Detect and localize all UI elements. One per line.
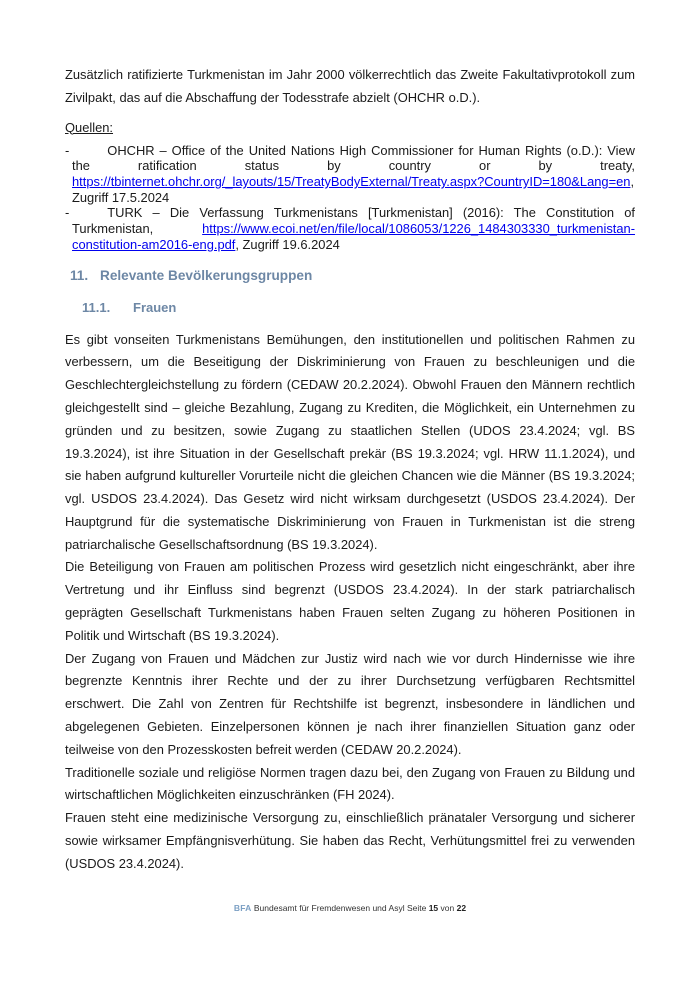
body-paragraph: Traditionelle soziale und religiöse Normen tragen dazu bei, den Zugang von Frauen zu Bildung und wirtschaftlichen Möglichkeiten einzuschränken (FH 2024). [65, 764, 635, 803]
subsection-title: Frauen [133, 299, 177, 315]
footer-page-number: 15 [428, 903, 439, 913]
body-paragraph: Der Zugang von Frauen und Mädchen zur Justiz wird nach wie vor durch Hindernisse wie ihre begrenzte Kenntnis ihrer Rechte und der zu ihrer Durchsetzung verfügbaren Rechtsmittel erschwert. Die Zahl von Zentren für Rechtshilfe ist begrenzt, insbesondere in ländlichen und abgelegenen Gebieten. Einzelpersonen können je nach ihrer finanziellen Situation ganz oder teilweise von den Prozesskosten befreit werden (CEDAW 20.2.2024). [65, 650, 635, 757]
source-access-date: , Zugriff 19.6.2024 [235, 236, 340, 252]
source-link[interactable]: https://www.ecoi.net/en/file/local/1086053/1226_1484303330_turkmenistan-constitution-am2016-eng.pdf [72, 221, 635, 252]
subsection-number: 11.1. [82, 299, 111, 315]
body-paragraph: Es gibt vonseiten Turkmenistans Bemühungen, den institutionellen und politischen Rahmen zu verbessern, um die Beseitigung der Diskriminierung von Frauen zu beschleunigen und die Geschlechtergleichstellung zu fördern (CEDAW 20.2.2024). Obwohl Frauen den Männern rechtlich gleichgestellt sind – gleiche Bezahlung, Zugang zu Krediten, die Möglichkeit, ein Unternehmen zu gründen und zu besitzen, sowie Zugang zu staatlichen Stellen (UDOS 23.4.2024; vgl. BS 19.3.2024), ist ihre Situation in der Gesellschaft prekär (BS 19.3.2024; vgl. HRW 11.1.2024), und sie haben aufgrund kultureller Vorurteile nicht die gleichen Chancen wie die Männer (BS 19.3.2024; vgl. USDOS 23.4.2024). Das Gesetz wird nicht wirksam durchgesetzt (USDOS 23.4.2024). Der Hauptgrund für die systematische Diskriminierung von Frauen in Turkmenistan ist die streng patriarchalische Gesellschaftsordnung (BS 19.3.2024). [65, 331, 635, 552]
source-citation-text: TURK – Die Verfassung Turkmenistans [Turkmenistan] (2016): The Constitution of Turkmenistan, [72, 205, 635, 237]
section-heading [65, 267, 635, 284]
body-paragraph: Die Beteiligung von Frauen am politischen Prozess wird gesetzlich nicht eingeschränkt, aber ihre Vertretung und ihr Einfluss sind begrenzt (USDOS 23.4.2024). In der stark patriarchalisch geprägten Gesellschaft Turkmenistans haben Frauen selten Zugang zu höheren Positionen in Politik und Wirtschaft (BS 19.3.2024). [65, 559, 635, 643]
body-paragraph: Frauen steht eine medizinische Versorgung zu, einschließlich pränataler Versorgung und sicherer sowie wirksamer Empfängnisverhütung. Sie haben das Recht, Verhütungsmittel frei zu verwenden (USDOS 23.4.2024). [65, 810, 635, 871]
section-title: Relevante Bevölkerungsgruppen [100, 267, 313, 283]
footer-total-pages: 22 [456, 903, 467, 913]
source-item [65, 205, 635, 252]
sources-heading: Quellen: [65, 119, 114, 135]
footer-of-label: von [440, 903, 455, 913]
footer-office-name: Bundesamt für Fremdenwesen und Asyl [253, 903, 405, 913]
list-dash: - [65, 142, 70, 158]
source-access-date: , Zugriff 17.5.2024 [72, 174, 635, 205]
footer-page-label: Seite [406, 903, 427, 913]
page-footer [0, 902, 700, 914]
list-dash: - [65, 205, 70, 221]
source-link[interactable]: https://tbinternet.ohchr.org/_layouts/15/TreatyBodyExternal/Treaty.aspx?CountryID=180&Lang=en [72, 174, 631, 189]
section-number: 11. [70, 267, 89, 283]
bfa-logo: BFA [233, 903, 252, 913]
source-item [65, 143, 635, 206]
subsection-heading [65, 300, 635, 316]
sources-list [65, 143, 635, 253]
intro-paragraph: Zusätzlich ratifizierte Turkmenistan im Jahr 2000 völkerrechtlich das Zweite Fakultativprotokoll zum Zivilpakt, das auf die Abschaffung der Todesstrafe abzielt (OHCHR o.D.). [65, 67, 635, 105]
source-citation-text: OHCHR – Office of the United Nations High Commissioner for Human Rights (o.D.): View the ratification status by country or by treaty, [72, 142, 635, 174]
body-text [65, 329, 635, 876]
